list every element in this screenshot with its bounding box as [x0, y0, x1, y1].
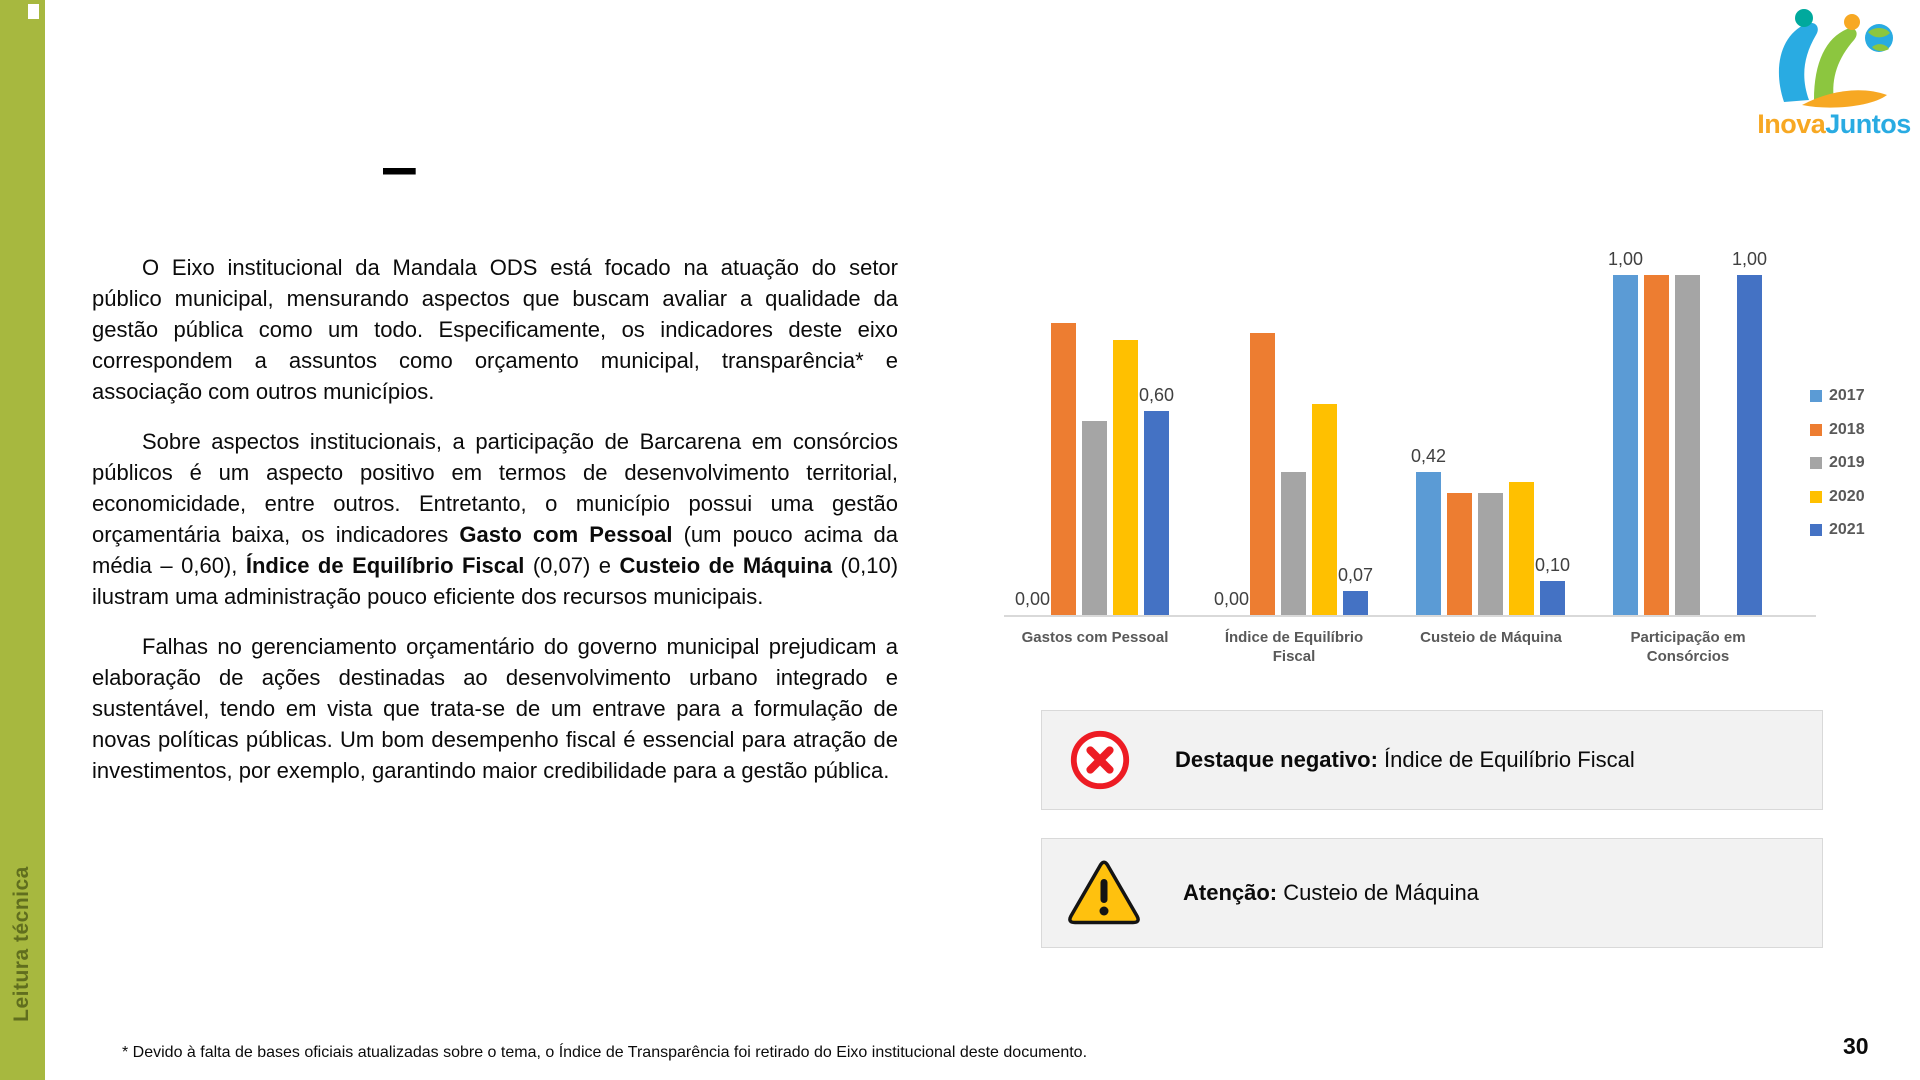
legend-item-2020 [1810, 488, 1865, 506]
callout-attention-value: Custeio de Máquina [1277, 880, 1479, 905]
chart-data-label: 0,00 [1014, 589, 1051, 609]
chart-category-label: Participação em Consórcios [1630, 629, 1746, 665]
chart-data-label: 0,10 [1534, 555, 1571, 575]
logo-wordmark [1754, 109, 1914, 140]
callout-attention-text [1183, 880, 1479, 906]
band-notch [28, 4, 39, 19]
logo-word-inova: Inova [1757, 109, 1826, 139]
paragraph: Falhas no gerenciamento orçamentário do governo municipal prejudicam a elaboração de ações destinadas ao desenvolvimento urbano integrado e sustentável, tendo em vista que trata-se de um entrave para a formulação de novas políticas públicas. Um bom desempenho fiscal é essencial para atração de investimentos, por exemplo, garantindo maior credibilidade para a gestão pública. [92, 634, 898, 783]
chart-category-label: Custeio de Máquina [1420, 629, 1562, 646]
chart-bar-2018 [1250, 333, 1275, 615]
callout-attention-label: Atenção: [1183, 880, 1278, 905]
legend-item-2019 [1810, 454, 1865, 472]
chart-data-label: 0,07 [1337, 565, 1374, 585]
callout-attention [1041, 838, 1823, 948]
chart-bar-2021 [1343, 591, 1368, 615]
legend-label: 2020 [1829, 488, 1865, 505]
chart-data-label: 0,60 [1138, 385, 1175, 405]
chart-bar-2017 [1613, 275, 1638, 615]
paragraph: Sobre aspectos institucionais, a participação de Barcarena em consórcios públicos é um aspecto positivo em termos de desenvolvimento territorial, economicidade, entre outros. Entretanto, o município possui uma gestão orçamentária baixa, os indicadores Gasto com Pessoal (um pouco acima da média – 0,60), Índice de Equilíbrio Fiscal (0,07) e Custeio de Máquina (0,10) ilustram uma administração pouco eficiente dos recursos municipais. [92, 429, 899, 609]
chart-x-axis [1004, 615, 1816, 617]
legend-label: 2018 [1829, 421, 1865, 438]
paragraph: O Eixo institucional da Mandala ODS está focado na atuação do setor público municipal, mensurando aspectos que buscam avaliar a qualidade da gestão pública como um todo. Especificamente, os indicadores deste eixo correspondem a assuntos como orçamento municipal, transparência* e associação com outros municípios. [92, 255, 898, 404]
chart-category-label: Gastos com Pessoal [1021, 629, 1169, 646]
left-accent-band [0, 0, 45, 1080]
chart-bar-2020 [1113, 340, 1138, 615]
legend-item-2021 [1810, 521, 1865, 539]
circle-x-icon [1067, 727, 1133, 793]
legend-swatch [1810, 457, 1822, 469]
title-dash: – [381, 129, 418, 203]
callout-negative-value: Índice de Equilíbrio Fiscal [1377, 747, 1635, 772]
page-number: 30 [1843, 1033, 1869, 1059]
chart-bar-2018 [1051, 323, 1076, 615]
legend-label: 2017 [1829, 387, 1865, 404]
chart-bar-2017 [1416, 472, 1441, 615]
body-text-column [92, 252, 898, 805]
chart-bar-2019 [1082, 421, 1107, 615]
legend-swatch [1810, 524, 1822, 536]
chart-data-label: 1,00 [1607, 249, 1644, 269]
chart-bar-2019 [1478, 493, 1503, 615]
logo-figures-icon [1754, 8, 1914, 112]
callout-negative-text [1175, 747, 1635, 773]
legend-swatch [1810, 424, 1822, 436]
chart [1004, 230, 1864, 690]
chart-bar-2019 [1281, 472, 1306, 615]
chart-data-label: 1,00 [1731, 249, 1768, 269]
legend-item-2017 [1810, 387, 1865, 405]
chart-bar-2021 [1144, 411, 1169, 615]
chart-bar-2021 [1737, 275, 1762, 615]
chart-bar-2020 [1509, 482, 1534, 615]
chart-data-label: 0,00 [1213, 589, 1250, 609]
callout-negative-label: Destaque negativo: [1175, 747, 1378, 772]
legend-label: 2019 [1829, 454, 1865, 471]
inovajuntos-logo [1754, 8, 1914, 140]
section-label-vertical: Leitura técnica [10, 866, 33, 1022]
legend-swatch [1810, 491, 1822, 503]
legend-item-2018 [1810, 421, 1865, 439]
chart-bar-2019 [1675, 275, 1700, 615]
chart-data-label: 0,42 [1410, 446, 1447, 466]
chart-bar-2018 [1447, 493, 1472, 615]
chart-bar-2021 [1540, 581, 1565, 615]
footnote: * Devido à falta de bases oficiais atualizadas sobre o tema, o Índice de Transparência foi retirado do Eixo institucional deste documento. [122, 1044, 1088, 1061]
legend-label: 2021 [1829, 521, 1865, 538]
logo-word-juntos: Juntos [1825, 109, 1911, 139]
warning-icon [1067, 859, 1141, 927]
legend-swatch [1810, 390, 1822, 402]
callout-negative [1041, 710, 1823, 810]
chart-category-label: Índice de Equilíbrio Fiscal [1224, 629, 1364, 665]
chart-bar-2018 [1644, 275, 1669, 615]
